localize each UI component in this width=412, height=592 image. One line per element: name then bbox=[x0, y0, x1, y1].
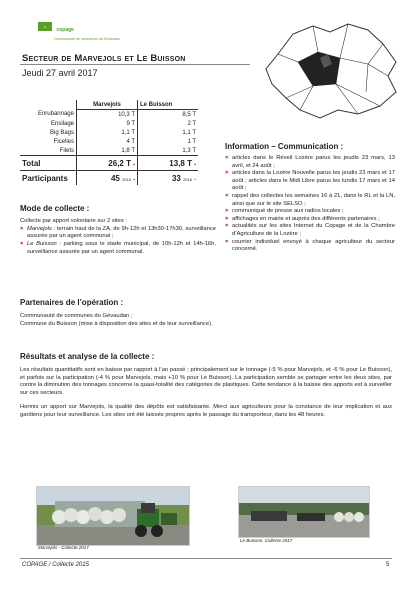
list-item: × Le Buisson : parking sous le stade municipal, de 10h-12h et 14h-16h, surveillance assurée par un agent communal. bbox=[20, 241, 216, 256]
page-date: Jeudi 27 avril 2017 bbox=[22, 68, 98, 78]
mode-section bbox=[20, 204, 216, 256]
list-item: × articles dans le Réveil Lozère parus les jeudis 23 mars, 13 avril, et 24 août ; bbox=[225, 155, 395, 170]
info-title: Information – Communication : bbox=[225, 142, 344, 151]
page-number: 5 bbox=[386, 562, 390, 568]
logo-name: copage bbox=[56, 27, 74, 33]
list-item: × rappel des collectes les semaines 16 à 21, dans le RL et la LN, ainsi que sur le site SELSO ; bbox=[225, 193, 395, 208]
table-row: Enrubannage 10,3 T 8,5 T bbox=[37, 111, 196, 118]
page-title: Secteur de Marvejols et Le Buisson bbox=[22, 53, 186, 64]
photo-le-buisson bbox=[238, 486, 370, 538]
title-divider bbox=[20, 64, 250, 65]
logo-subtitle: Communauté de communes du Gévaudan bbox=[54, 37, 120, 41]
list-item: × affichages en mairie et auprès des différents partenaires ; bbox=[225, 216, 395, 224]
list-item: × communiqué de presse aux radios locales ; bbox=[225, 208, 395, 216]
mode-title: Mode de collecte : bbox=[20, 204, 90, 213]
results-section bbox=[20, 352, 392, 420]
photo-marvejols bbox=[36, 486, 190, 546]
table-row: Big Bags 1,1 T 1,1 T bbox=[49, 129, 196, 136]
total-row: Total 26,2 T ▪ 13,8 T ▪ bbox=[20, 156, 198, 171]
partners-line: Communauté de communes du Gévaudan ; bbox=[20, 313, 133, 319]
table-row: Filets 1,8 T 1,3 T bbox=[59, 147, 196, 154]
list-item: × articles dans la Lozère Nouvelle parus les jeudis 23 mars et 17 août ; articles dans le Midi Libre parus les lundis 17 mars et 14 août ; bbox=[225, 170, 395, 193]
mode-intro: Collecte par apport volontaire sur 2 sites : bbox=[20, 218, 127, 224]
photo-caption-marvejols: Marvejols - Collecte 2017 bbox=[38, 545, 89, 550]
table-row: Ensilage 9 T 2 T bbox=[50, 120, 196, 127]
partners-title: Partenaires de l’opération : bbox=[20, 298, 124, 307]
participants-row: Participants 45 2016 ▪ 33 2016 ▪ bbox=[20, 171, 198, 186]
results-paragraph-1: Les résultats quantitatifs sont en baisse par rapport à l’an passé ; principalement sur le tonnage (-5 % pour Marvejols, et -6 % pour Le Buisson), et parfois sur la participation (-4 % pour Marvejols, mais +10 % pour Le Buisson). La participation semble se partager entre les deux sites, par contre la diminution des tonnages concerne la quasi-totalité des catégories de plastiques. Cette tendance à la baisse des apports est à surveiller sur ces secteurs. bbox=[20, 367, 392, 396]
copage-logo bbox=[38, 18, 120, 41]
footer-divider bbox=[20, 558, 392, 559]
col-marvejols: Marvejols bbox=[77, 100, 138, 110]
footer-text: COPAGE / Collecte 2015 bbox=[22, 562, 89, 568]
sector-map bbox=[258, 14, 403, 124]
col-le-buisson: Le Buisson bbox=[138, 100, 199, 110]
results-title: Résultats et analyse de la collecte : bbox=[20, 352, 155, 361]
mode-list bbox=[20, 226, 216, 256]
list-item: × actualités sur les sites Internet du Copage et de la Chambre d’Agriculture de la Lozère ; bbox=[225, 223, 395, 238]
info-list bbox=[225, 155, 395, 254]
partners-line: Commune du Buisson (mise à disposition des sites et de leur surveillance). bbox=[20, 320, 213, 327]
list-item: × courrier individuel envoyé à chaque agriculteur du secteur concerné. bbox=[225, 239, 395, 254]
partners-section bbox=[20, 298, 216, 328]
tonnage-table bbox=[20, 100, 198, 185]
table-row: Ficelles 4 T 1 T bbox=[53, 138, 196, 145]
results-paragraph-2: Hormis un apport sur Marvejols, la qualité des dépôts est satisfaisante. Merci aux agriculteurs pour la constance de leur implication et aux gardiens pour leur surveillance. Les sites ont été laissés propres après le passage du transporteur, dans les 48 heures. bbox=[20, 404, 392, 418]
logo-mark: c bbox=[38, 22, 52, 31]
photo-caption-le-buisson: Le Buisson, Collecte 2017 bbox=[240, 538, 293, 543]
list-item: × Marvejols : terrain haut de la ZA, de 9h-12h et 13h30-17h30, surveillance assurée par un agent communal ; bbox=[20, 226, 216, 241]
info-section bbox=[225, 142, 395, 254]
